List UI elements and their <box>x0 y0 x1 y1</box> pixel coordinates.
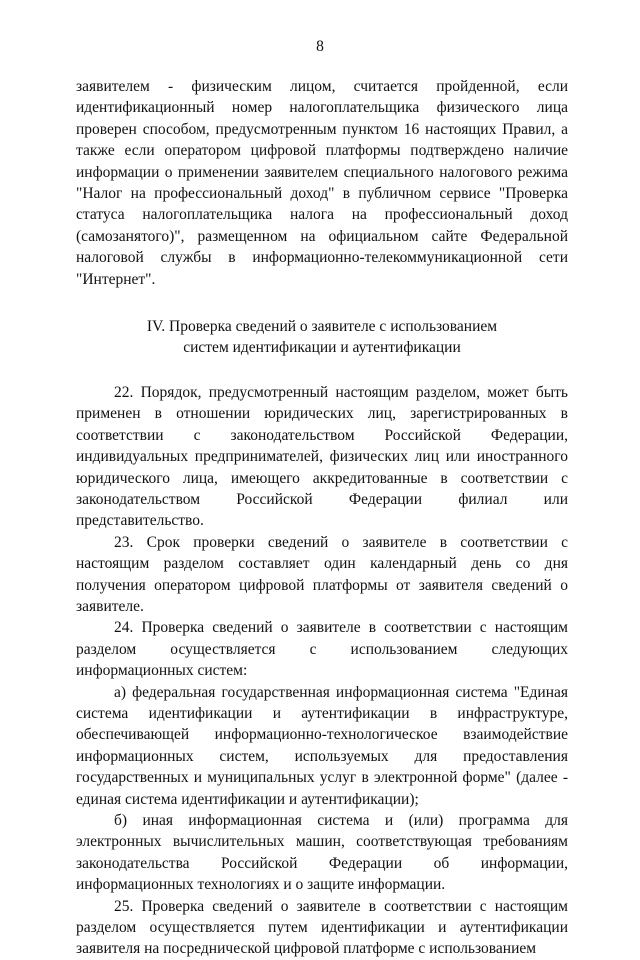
page-number: 8 <box>316 38 324 55</box>
section-heading-line-2: систем идентификации и аутентификации <box>183 339 461 357</box>
paragraph-25: 25. Проверка сведений о заявителе в соответствии с настоящим разделом осуществляется путем идентификации и аутентификации заявителя на посреднической цифровой платформе с использованием <box>76 897 568 958</box>
paragraph-23: 23. Срок проверки сведений о заявителе в соответствии с настоящим разделом составляет один календарный день со дня получения оператором цифровой платформы от заявителя сведений о заявителе. <box>76 533 568 615</box>
section-heading <box>76 316 568 359</box>
document-body <box>76 76 568 960</box>
paragraph-22: 22. Порядок, предусмотренный настоящим разделом, может быть применен в отношении юридических лиц, зарегистрированных в соответствии с законодательством Российской Федерации, индивидуальных предпринимателей, физических лиц или иностранного юридического лица, имеющего аккредитованные в соответствии с законодательством Российской Федерации филиал или представительство. <box>76 383 568 530</box>
paragraph-24-a: а) федеральная государственная информационная система "Единая система идентификации и аутентификации в инфраструктуре, обеспечивающей информационно-технологическое взаимодействие информационных систем, используемых для предоставления государственных и муниципальных услуг в электронной форме" (далее - единая система идентификации и аутентификации); <box>76 683 568 808</box>
paragraph-24-b: б) иная информационная система и (или) программа для электронных вычислительных машин, соответствующая требованиям законодательства Российской Федерации об информации, информационных технологиях и о защите информации. <box>76 812 568 894</box>
paragraph-continued: заявителем - физическим лицом, считается пройденной, если идентификационный номер налогоплательщика физического лица проверен способом, предусмотренным пунктом 16 настоящих Правил, а также если оператором цифровой платформы подтверждено наличие информации о применении заявителем специального налогового режима "Налог на профессиональный доход" в публичном сервисе "Проверка статуса налогоплательщика налога на профессиональный доход (самозанятого)", размещенном на официальном сайте Федеральной налоговой службы в информационно-телекоммуникационной сети "Интернет". <box>76 78 568 288</box>
paragraph-24: 24. Проверка сведений о заявителе в соответствии с настоящим разделом осуществляется с использованием следующих информационных систем: <box>76 619 568 680</box>
section-heading-line-1: IV. Проверка сведений о заявителе с использованием <box>146 318 498 336</box>
